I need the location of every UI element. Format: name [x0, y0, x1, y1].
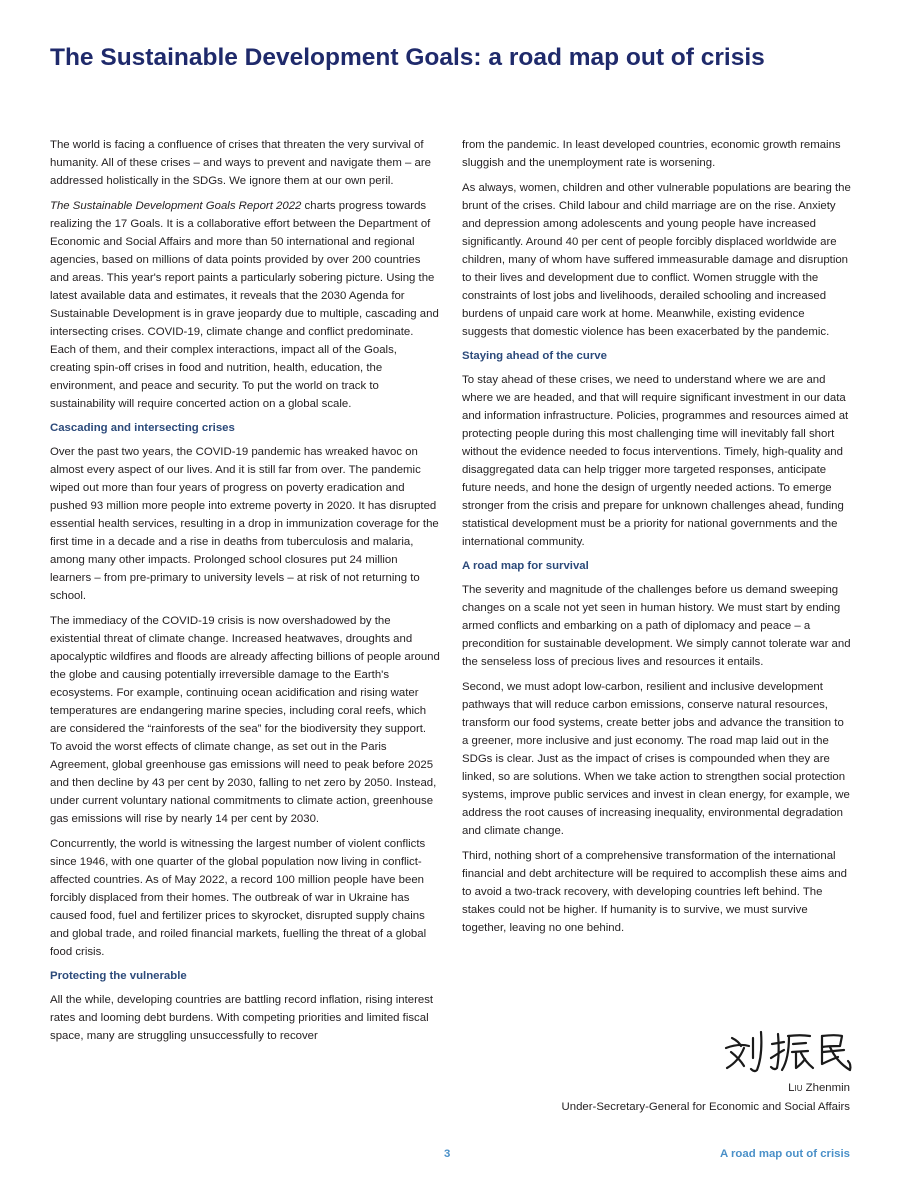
signatory-surname: Liu — [788, 1082, 803, 1094]
heading-cascading-crises: Cascading and intersecting crises — [50, 422, 235, 434]
covid-paragraph: Over the past two years, the COVID-19 pandemic has wreaked havoc on almost every aspect of our lives. And it is still far from over. The pandemic wiped out more than four years of progress on poverty eradication and pushed 93 million more people into extreme poverty in 2020. It has disrupted essential health services, resulting in a drop in immunization coverage for the first time in a decade and a rise in deaths from tuberculosis and malaria, among many other impacts. Prolonged school closures put 24 million learners – from pre-primary to university levels – at risk of not returning to school. — [50, 446, 439, 602]
report-paragraph-text: charts progress towards realizing the 17 Goals. It is a collaborative effort between the Department of Economic and Social Affairs and more than 50 international and regional agencies, based on millions of data points provided by over 200 countries and areas. This year's report paints a particularly sobering picture. Using the latest available data and estimates, it reveals that the 2030 Agenda for Sustainable Development is in grave jeopardy due to multiple, cascading and intersecting crises. COVID-19, climate change and conflict predominate. Each of them, and their complex interactions, impact all of the Goals, creating spin-off crises in food and nutrition, health, education, the environment, and peace and security. To put the world on track to sustainability will require concerted action on a global scale. — [50, 200, 439, 410]
low-carbon-paragraph: Second, we must adopt low-carbon, resilient and inclusive development pathways that will reduce carbon emissions, conserve natural resources, transform our food systems, create better jobs and advance the transition to a greener, more inclusive and just economy. The road map laid out in the SDGs is clear. Just as the impact of crises is compounded when they are linked, so are solutions. When we take action to strengthen social protection systems, improve public services and invest in clean energy, for example, we address the root causes of increasing inequality, environmental degradation and climate change. — [462, 681, 850, 837]
heading-staying-ahead: Staying ahead of the curve — [462, 350, 607, 362]
report-paragraph — [50, 197, 440, 413]
signatory-given-name: Zhenmin — [805, 1082, 850, 1094]
vulnerable-populations-paragraph: As always, women, children and other vulnerable populations are bearing the brunt of the crises. Child labour and child marriage are on the rise. Anxiety and depression among adolescents and young people have increased significantly. Around 40 per cent of people forcibly displaced worldwide are children, many of whom have suffered immeasurable damage and disruption to their lives and development due to conflict. Women struggle with the constraints of lost jobs and livelihoods, derailed schooling and increased burdens of unpaid care work at home. Meanwhile, existing evidence suggests that domestic violence has been exacerbated by the pandemic. — [462, 182, 851, 338]
footer-title: A road map out of crisis — [720, 1148, 850, 1160]
page-number: 3 — [444, 1148, 451, 1160]
left-column — [50, 136, 440, 1052]
pandemic-recovery-paragraph: from the pandemic. In least developed countries, economic growth remains sluggish and the unemployment rate is worsening. — [462, 139, 841, 169]
heading-road-map-survival: A road map for survival — [462, 560, 589, 572]
heading-protecting-vulnerable: Protecting the vulnerable — [50, 970, 187, 982]
signature-calligraphy — [722, 1026, 854, 1074]
signatory-title: Under-Secretary-General for Economic and Social Affairs — [561, 1101, 850, 1113]
right-column — [462, 136, 852, 944]
financial-architecture-paragraph: Third, nothing short of a comprehensive transformation of the international financial and debt architecture will be required to accomplish these aims and to avoid a two-track recovery, with developing countries left behind. The stakes could not be higher. If humanity is to survive, we must survive together, leaving no one behind. — [462, 850, 847, 934]
signatory-name — [788, 1082, 850, 1094]
report-title: The Sustainable Development Goals Report 2022 — [50, 200, 302, 212]
developing-countries-paragraph: All the while, developing countries are battling record inflation, rising interest rates and looming debt burdens. With competing priorities and limited fiscal space, many are struggling unsuccessfully to recover — [50, 994, 434, 1042]
end-conflicts-paragraph: The severity and magnitude of the challenges before us demand sweeping changes on a scale not yet seen in human history. We must start by ending armed conflicts and embarking on a path of diplomacy and peace – a precondition for sustainable development. We simply cannot tolerate war and the senseless loss of precious lives and resources it entails. — [462, 584, 851, 668]
conflict-paragraph: Concurrently, the world is witnessing the largest number of violent conflicts since 1946, with one quarter of the global population now living in conflict-affected countries. As of May 2022, a record 100 million people have been forcibly displaced from their homes. The outbreak of war in Ukraine has caused food, fuel and fertilizer prices to skyrocket, disrupted supply chains and global trade, and roiled financial markets, fuelling the threat of a global food crisis. — [50, 838, 427, 958]
intro-paragraph: The world is facing a confluence of crises that threaten the very survival of humanity. All of these crises – and ways to prevent and navigate them – are addressed holistically in the SDGs. We ignore them at our own peril. — [50, 139, 431, 187]
climate-paragraph: The immediacy of the COVID-19 crisis is now overshadowed by the existential threat of climate change. Increased heatwaves, droughts and apocalyptic wildfires and floods are already affecting billions of people around the globe and causing potentially irreversible damage to the Earth's ecosystems. For example, continuing ocean acidification and rising water temperatures are endangering marine species, including coral reefs, which are considered the “rainforests of the sea” for the biodiversity they support. To avoid the worst effects of climate change, as set out in the Paris Agreement, global greenhouse gas emissions will need to peak before 2025 and then decline by 43 per cent by 2030, falling to net zero by 2050. Instead, under current voluntary national commitments to climate action, greenhouse gas emissions will rise by nearly 14 per cent by 2030. — [50, 615, 440, 825]
page-title: The Sustainable Development Goals: a road map out of crisis — [50, 44, 765, 71]
data-investment-paragraph: To stay ahead of these crises, we need to understand where we are and where we are headed, and that will require significant investment in our data and information infrastructure. Policies, programmes and resources aimed at protecting people during this most challenging time will inevitably fall short without the evidence needed to focus interventions. Timely, high-quality and disaggregated data can help trigger more targeted responses, anticipate future needs, and hone the design of urgently needed actions. To emerge stronger from the crisis and prepare for unknown challenges ahead, funding statistical development must be a priority for national governments and the international community. — [462, 374, 849, 548]
